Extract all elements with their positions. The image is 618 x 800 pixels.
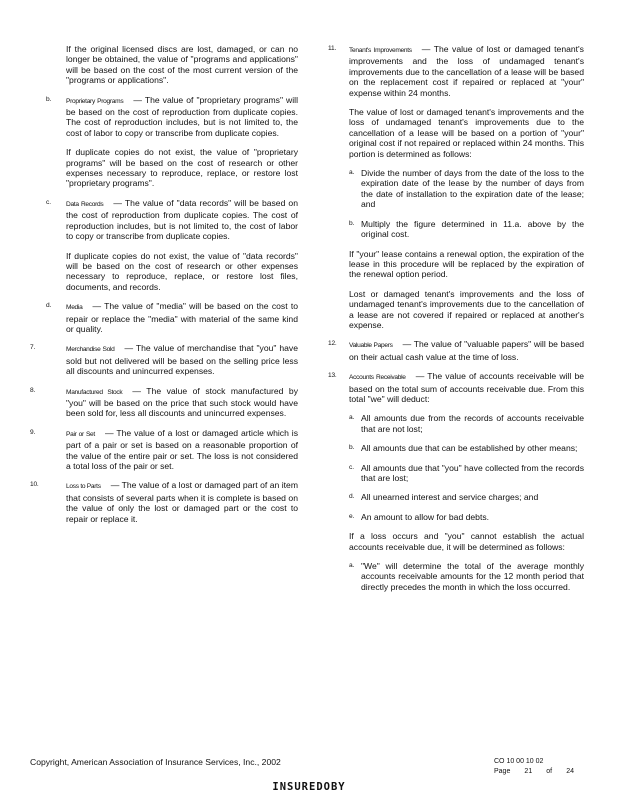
heading: Proprietary Programs	[66, 97, 124, 105]
item-d-media: d. Media — The value of "media" will be based on the cost to repair or replace the "media" with material of the same kind or quality.	[46, 301, 298, 334]
heading: Tenant's Improvements	[349, 47, 412, 54]
deduction-c: c. All amounts due that "you" have collected from the records that are lost;	[349, 462, 584, 483]
form-number: CO 10 00 10 02	[494, 758, 544, 765]
item-11-tenants-improvements: 11. Tenant's Improvements — The value of lost or damaged tenant's improvements and the loss of undamaged tenant's improvements due to the cancellation of a lease will be based on the replacement cost if repaired or replaced at "your" expense within 24 months.	[328, 44, 584, 98]
paragraph: If duplicate copies do not exist, the value of "proprietary programs" will be based on the cost of research or other expenses necessary to reproduce, replace, or restore lost "proprietary programs".	[66, 147, 298, 189]
programs-intro: If the original licensed discs are lost, damaged, or can no longer be obtained, the value of "programs and applications" will be based on the cost of the most current version of the "programs or applications".	[66, 44, 298, 86]
item-9-pair-or-set: 9. Pair or Set — The value of a lost or damaged article which is part of a pair or set is based on a reasonable proportion of the value of the entire pair or set. The loss is not considered a total loss of the pair or set.	[30, 427, 298, 471]
item-10-loss-to-parts: 10. Loss to Parts — The value of a lost or damaged part of an item that consists of several parts when it is complete is based on the value of only the lost or damaged part or the cost to repair or replace it.	[30, 480, 298, 524]
copyright-notice: Copyright, American Association of Insurance Services, Inc., 2002	[30, 757, 281, 767]
deduction-d: d. All unearned interest and service charges; and	[349, 492, 539, 503]
deduction-a: a. All amounts due from the records of accounts receivable that are not lost;	[349, 413, 584, 434]
item-7-merchandise-sold: 7. Merchandise Sold — The value of merchandise that "you" have sold but not delivered will be based on the selling price less all discounts and unincurred expenses.	[30, 343, 298, 377]
page-number: Page 21 of 24	[494, 768, 574, 775]
item-13-accounts-receivable: 13. Accounts Receivable — The value of accounts receivable will be based on the total sum of accounts receivable due. From this total "we" will deduct:	[328, 371, 584, 404]
heading: Accounts Receivable	[349, 374, 406, 382]
heading: Merchandise Sold	[66, 346, 115, 354]
determination-a: a. "We" will determine the total of the average monthly accounts receivable amounts for the 12 month period that directly precedes the month in which the loss occurred.	[349, 561, 584, 592]
sub-item-a: a. Divide the number of days from the date of the loss to the expiration date of the lease by the number of days from the date of installation to the expiration date of the lease; and	[349, 168, 584, 210]
form-info	[494, 757, 574, 777]
right-column	[328, 44, 584, 601]
sub-item-b: b. Multiply the figure determined in 11.a. above by the original cost.	[349, 218, 584, 240]
left-column	[30, 44, 298, 533]
brand-watermark: INSUREDOBY	[272, 781, 346, 793]
item-b-proprietary-programs: b. Proprietary Programs — The value of "proprietary programs" will be based on the cost of reproduction from duplicate copies. The cost of reproduction includes, but is not limited to, the cost of labor to copy or transcribe from duplicate copies.	[46, 94, 298, 138]
heading: Data Records	[66, 200, 104, 208]
paragraph: If a loss occurs and "you" cannot establish the actual accounts receivable due, it will be determined as follows:	[349, 531, 584, 552]
heading: Media	[66, 304, 83, 312]
deduction-b: b. All amounts due that can be established by other means;	[349, 443, 578, 454]
item-12-valuable-papers: 12. Valuable Papers — The value of "valuable papers" will be based on their actual cash value at the time of loss.	[328, 339, 584, 362]
paragraph: Lost or damaged tenant's improvements and the loss of undamaged tenant's improvements due to the cancellation of a lease are not covered if repaired or replaced at another's expense.	[349, 288, 584, 330]
heading: Loss to Parts	[66, 483, 101, 491]
deduction-e: e. An amount to allow for bad debts.	[349, 511, 490, 522]
heading: Valuable Papers	[349, 342, 393, 350]
item-8-manufactured-stock: 8. Manufactured Stock — The value of stock manufactured by "you" will be based on the price that such stock would have been sold for, less all discounts and unincurred expenses.	[30, 385, 298, 419]
heading: Pair or Set	[66, 430, 95, 438]
paragraph: The value of lost or damaged tenant's improvements and the loss of undamaged tenant's improvements due to the cancellation of a lease will be based on a portion of "your" original cost if not repaired or replaced within 24 months. This portion is determined as follows:	[349, 107, 584, 159]
paragraph: If "your" lease contains a renewal option, the expiration of the lease in this procedure will be replaced by the expiration of the renewal option period.	[349, 248, 584, 280]
heading: Manufactured Stock	[66, 388, 123, 396]
item-c-data-records: c. Data Records — The value of "data records" will be based on the cost of reproduction from duplicate copies. The cost of reproduction includes, but is not limited to, the cost of labor to copy or transcribe from duplicate copies.	[46, 197, 298, 242]
paragraph: If duplicate copies do not exist, the value of "data records" will be based on the cost of research or other expenses necessary to reproduce, replace, or restore lost files, documents, and records.	[66, 250, 298, 292]
